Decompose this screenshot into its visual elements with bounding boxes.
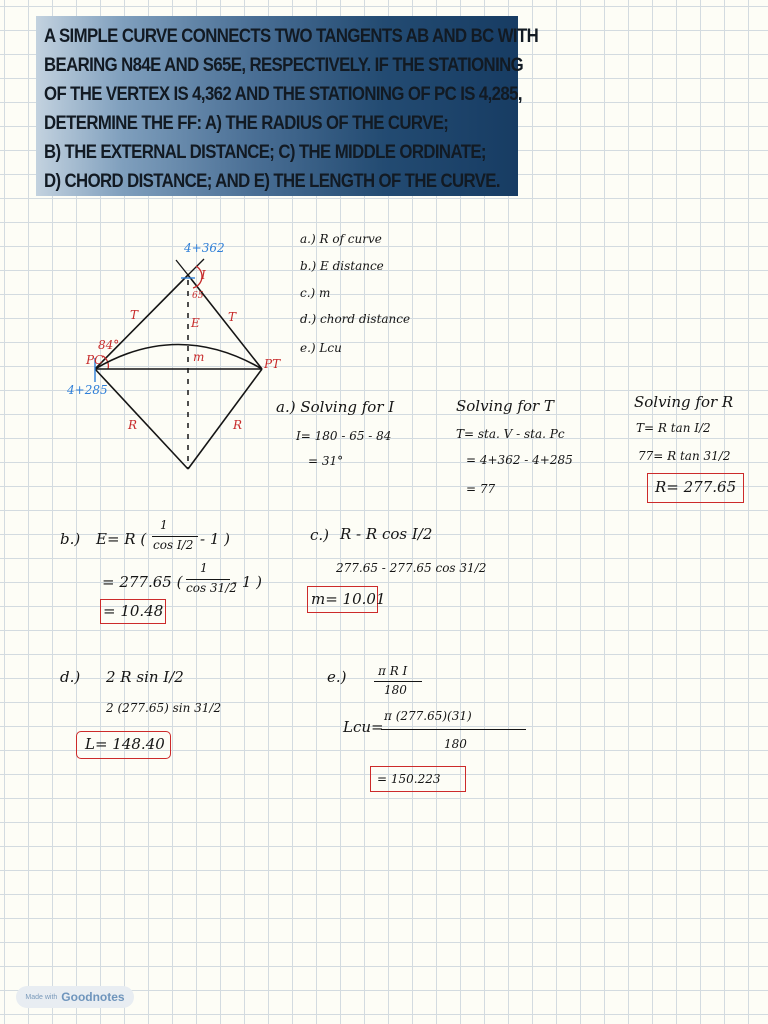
radius-answer: R= 277.65: [655, 478, 737, 496]
solve-t-heading: Solving for T: [456, 397, 554, 415]
middle-ordinate-answer: m= 10.01: [311, 590, 386, 608]
part-b-formula-lhs: E= R (: [96, 530, 147, 548]
goodnotes-badge: [16, 986, 134, 1008]
solve-t-result: = 77: [466, 482, 496, 496]
goodnotes-logo-text: Goodnotes: [61, 990, 125, 1004]
part-d-formula: 2 R sin I/2: [106, 668, 184, 686]
part-c-label: c.): [310, 526, 330, 544]
angle-84-label: 84°: [98, 338, 120, 352]
problem-line: B) THE EXTERNAL DISTANCE; C) THE MIDDLE ORDINATE;: [44, 141, 486, 163]
part-c-substitution: 277.65 - 277.65 cos 31/2: [336, 561, 487, 575]
solve-i-result: = 31°: [308, 454, 344, 468]
part-b-substitution-lhs: = 277.65 (: [102, 573, 183, 591]
external-distance-answer: = 10.48: [103, 602, 164, 620]
problem-line: DETERMINE THE FF: A) THE RADIUS OF THE CURVE;: [44, 112, 449, 134]
part-e-sub-numerator: π (277.65)(31): [384, 709, 472, 723]
vertex-station-label: 4+362: [184, 241, 225, 255]
list-item: a.) R of curve: [300, 232, 382, 246]
problem-line: A SIMPLE CURVE CONNECTS TWO TANGENTS AB AND BC WITH: [44, 25, 539, 47]
part-e-lhs: Lcu=: [343, 718, 384, 736]
radius-right-line: [188, 369, 262, 469]
part-b-numerator: 1: [160, 518, 168, 532]
tangent-extension-line: [176, 260, 188, 275]
curve-length-answer: = 150.223: [377, 772, 441, 786]
fraction-bar: [186, 579, 230, 580]
problem-line: D) CHORD DISTANCE; AND E) THE LENGTH OF THE CURVE.: [44, 170, 500, 192]
tangent-left-label: T: [130, 308, 139, 322]
part-e-denominator: 180: [384, 683, 407, 697]
problem-line: BEARING N84E AND S65E, RESPECTIVELY. IF THE STATIONING: [44, 54, 524, 76]
part-d-label: d.): [60, 668, 81, 686]
fraction-bar: [374, 681, 422, 682]
middle-ordinate-label: m: [193, 350, 205, 364]
part-b-formula-rhs: - 1 ): [200, 530, 230, 548]
solve-t-line: T= sta. V - sta. Pc: [456, 427, 565, 441]
radius-right-label: R: [233, 418, 243, 432]
part-b-sub-numerator: 1: [200, 561, 208, 575]
solve-r-heading: Solving for R: [634, 393, 734, 411]
external-distance-label: E: [191, 316, 200, 330]
angle-65-label: 65: [192, 291, 204, 301]
radius-left-label: R: [128, 418, 138, 432]
curve-arc: [95, 345, 262, 370]
solve-r-line: 77= R tan 31/2: [638, 449, 731, 463]
solve-i-line: I= 180 - 65 - 84: [296, 429, 392, 443]
tangent-left-line: [95, 275, 188, 369]
part-b-substitution-rhs: - 1 ): [232, 573, 262, 591]
part-e-numerator: π R I: [378, 664, 408, 678]
list-item: d.) chord distance: [300, 312, 411, 326]
radius-left-line: [95, 369, 188, 469]
part-b-denominator: cos I/2: [153, 538, 194, 552]
solve-i-heading: a.) Solving for I: [276, 398, 395, 416]
part-b-sub-denominator: cos 31/2: [186, 581, 237, 595]
solve-t-line: = 4+362 - 4+285: [466, 453, 573, 467]
fraction-bar: [381, 729, 526, 730]
solve-r-line: T= R tan I/2: [636, 421, 711, 435]
part-d-substitution: 2 (277.65) sin 31/2: [106, 701, 222, 715]
chord-answer: L= 148.40: [85, 735, 165, 753]
list-item: b.) E distance: [300, 259, 384, 273]
list-item: e.) Lcu: [300, 341, 342, 355]
problem-line: OF THE VERTEX IS 4,362 AND THE STATIONING OF PC IS 4,285,: [44, 83, 522, 105]
part-e-sub-denominator: 180: [444, 737, 467, 751]
pc-label: PC: [86, 353, 104, 367]
pc-station-label: 4+285: [67, 383, 108, 397]
pt-label: PT: [264, 357, 281, 371]
fraction-bar: [152, 536, 198, 537]
list-item: c.) m: [300, 286, 331, 300]
tangent-right-label: T: [228, 310, 237, 324]
part-e-label: e.): [327, 668, 347, 686]
part-c-formula: R - R cos I/2: [340, 525, 433, 543]
part-b-label: b.): [60, 530, 81, 548]
angle-i-label: I: [201, 268, 206, 282]
made-with-text: Made with: [25, 993, 58, 1001]
